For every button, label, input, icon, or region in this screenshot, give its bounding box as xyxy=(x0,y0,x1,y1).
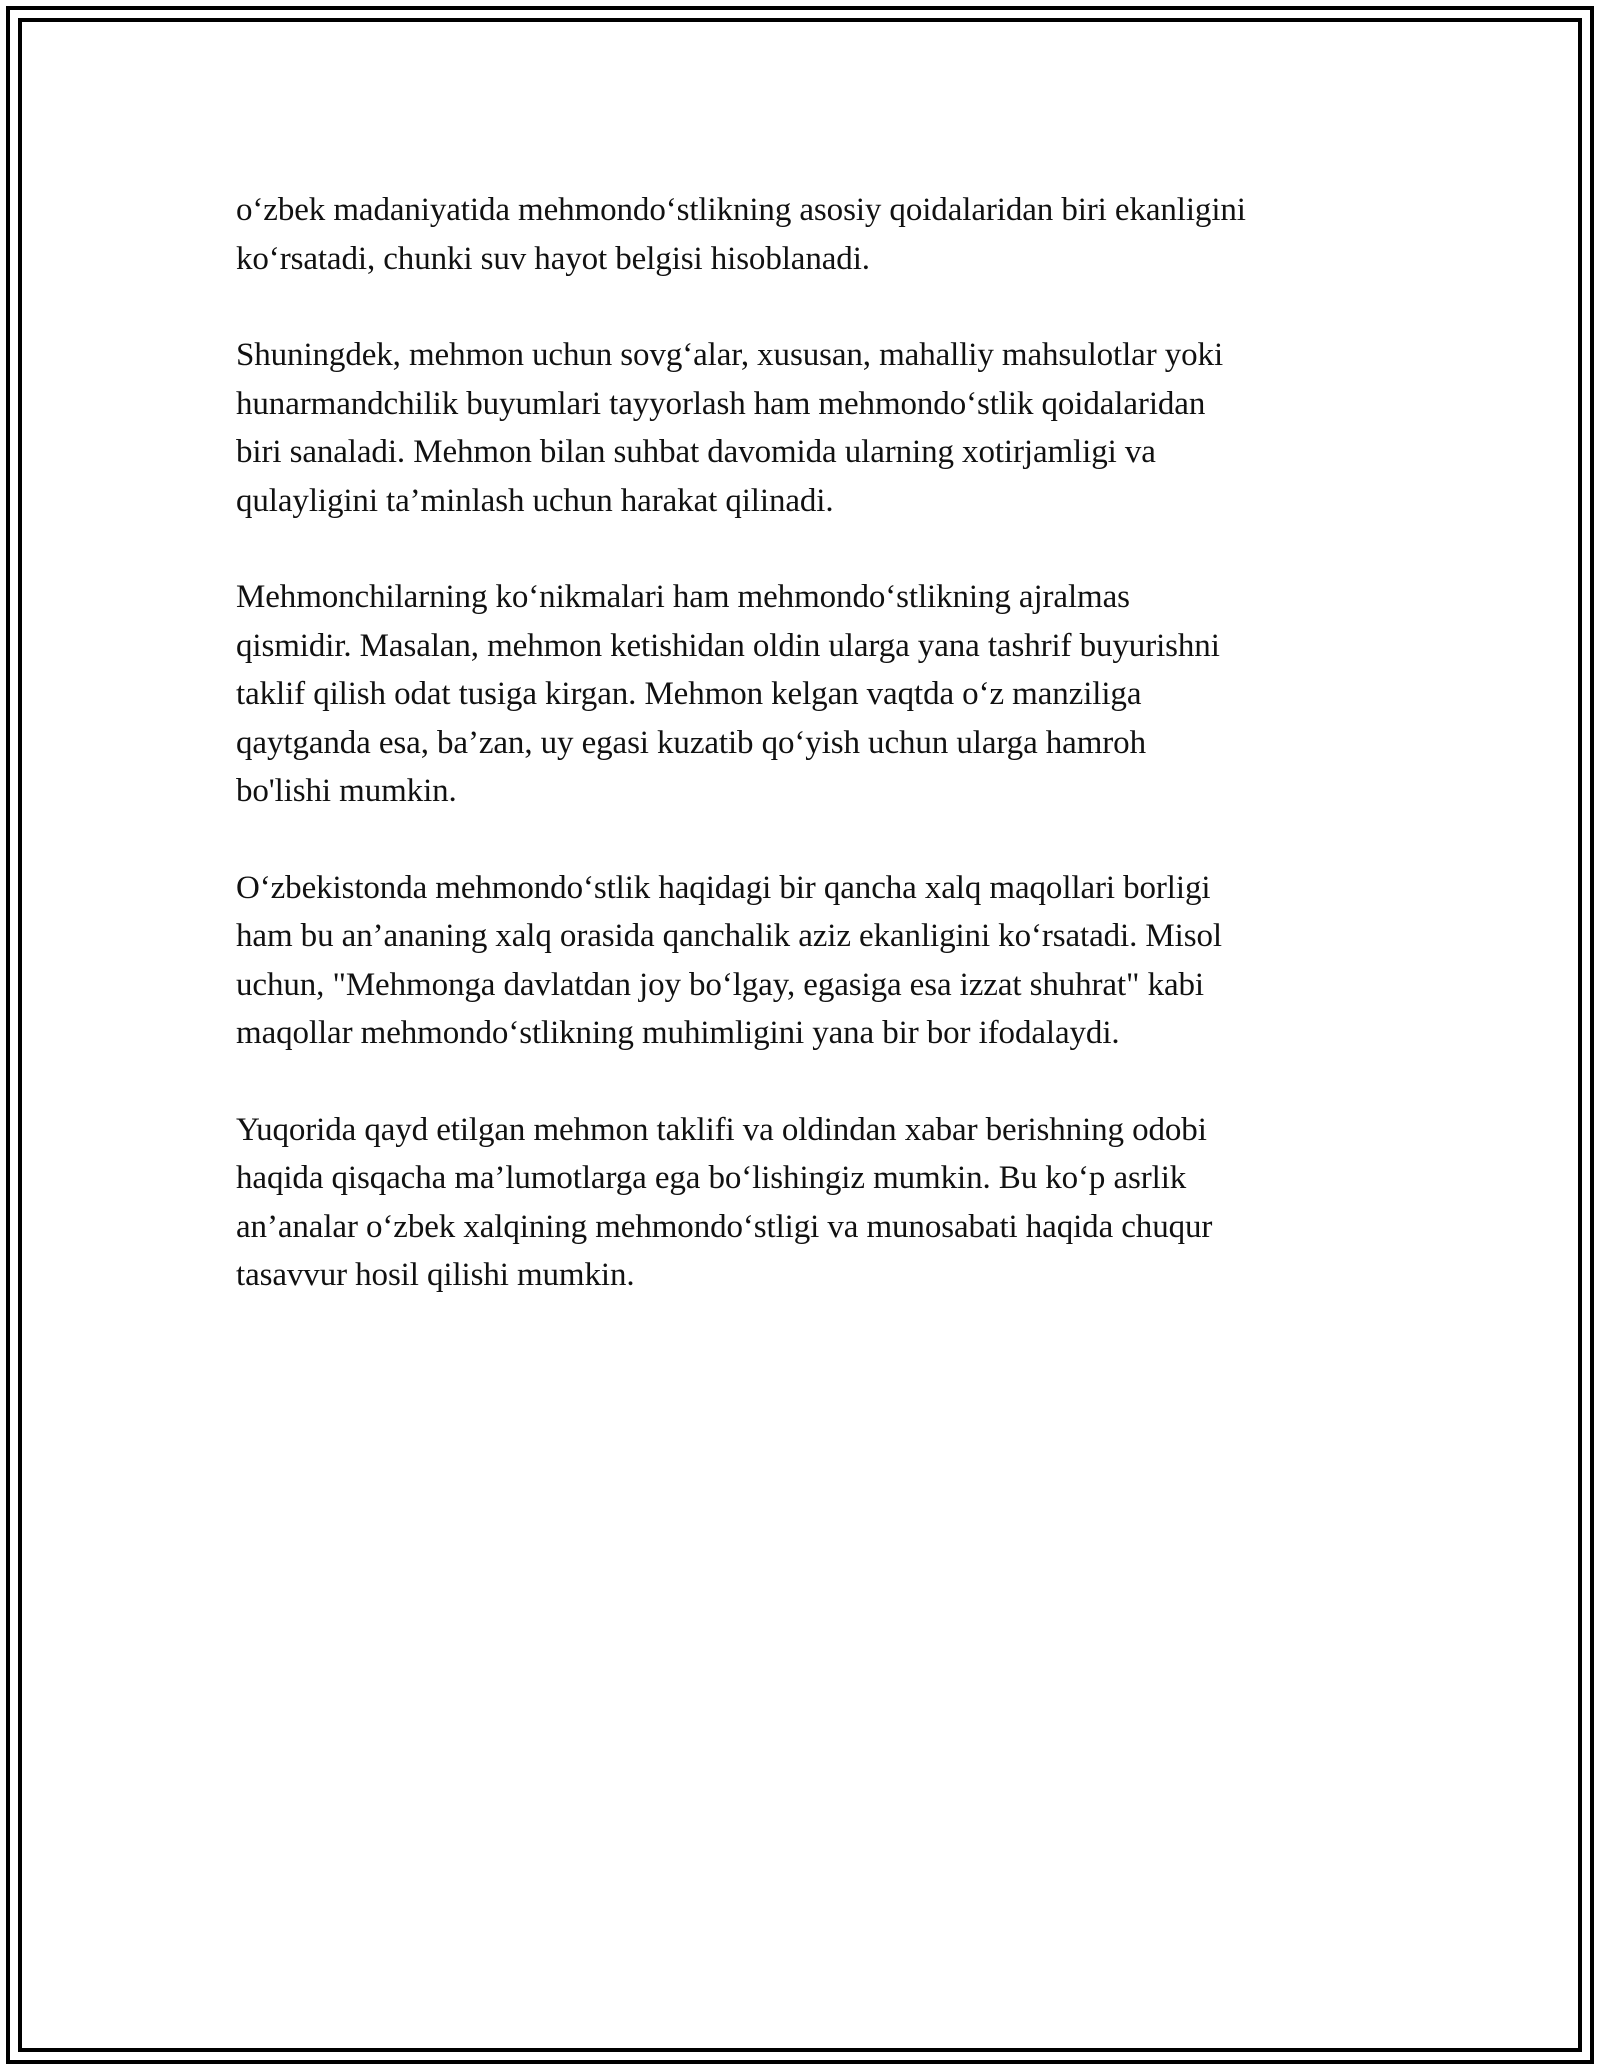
text-line: Yuqorida qayd etilgan mehmon taklifi va oldindan xabar berishning odobi xyxy=(236,1111,1207,1148)
text-line: Shuningdek, mehmon uchun sovg‘alar, xususan, mahalliy mahsulotlar yoki xyxy=(236,337,1224,373)
text-line: ham bu an’ananing xalq orasida qanchalik aziz ekanligini ko‘rsatadi. Misol xyxy=(236,918,1222,954)
text-line: uchun, "Mehmonga davlatdan joy bo‘lgay, egasiga esa izzat shuhrat" kabi xyxy=(236,966,1204,1003)
text-line: biri sanaladi. Mehmon bilan suhbat davomida ularning xotirjamligi va xyxy=(236,434,1156,470)
paragraph xyxy=(236,864,1386,1058)
text-line: an’analar o‘zbek xalqining mehmondo‘stligi va munosabati haqida chuqur xyxy=(236,1208,1213,1245)
text-line: qulayligini ta’minlash uchun harakat qilinadi. xyxy=(236,482,834,519)
text-line: taklif qilish odat tusiga kirgan. Mehmon kelgan vaqtda o‘z manziliga xyxy=(236,676,1142,712)
document-body xyxy=(236,186,1386,1348)
text-line: haqida qisqacha ma’lumotlarga ega bo‘lishingiz mumkin. Bu ko‘p asrlik xyxy=(236,1160,1187,1196)
text-line: o‘zbek madaniyatida mehmondo‘stlikning asosiy qoidalaridan biri ekanligini xyxy=(236,192,1246,228)
text-line: qismidir. Masalan, mehmon ketishidan oldin ularga yana tashrif buyurishni xyxy=(236,627,1220,664)
text-line: ko‘rsatadi, chunki suv hayot belgisi hisoblanadi. xyxy=(236,240,870,277)
text-line: maqollar mehmondo‘stlikning muhimligini yana bir bor ifodalaydi. xyxy=(236,1015,1120,1051)
paragraph xyxy=(236,1106,1386,1300)
paragraph xyxy=(236,186,1386,283)
text-line: bo'lishi mumkin. xyxy=(236,773,457,809)
paragraph xyxy=(236,331,1386,525)
text-line: qaytganda esa, ba’zan, uy egasi kuzatib qo‘yish uchun ularga hamroh xyxy=(236,724,1146,761)
text-line: Mehmonchilarning ko‘nikmalari ham mehmondo‘stlikning ajralmas xyxy=(236,579,1130,615)
paragraph xyxy=(236,573,1386,816)
text-line: hunarmandchilik buyumlari tayyorlash ham mehmondo‘stlik qoidalaridan xyxy=(236,385,1206,422)
text-line: O‘zbekistonda mehmondo‘stlik haqidagi bir qancha xalq maqollari borligi xyxy=(236,869,1211,906)
text-line: tasavvur hosil qilishi mumkin. xyxy=(236,1257,635,1293)
